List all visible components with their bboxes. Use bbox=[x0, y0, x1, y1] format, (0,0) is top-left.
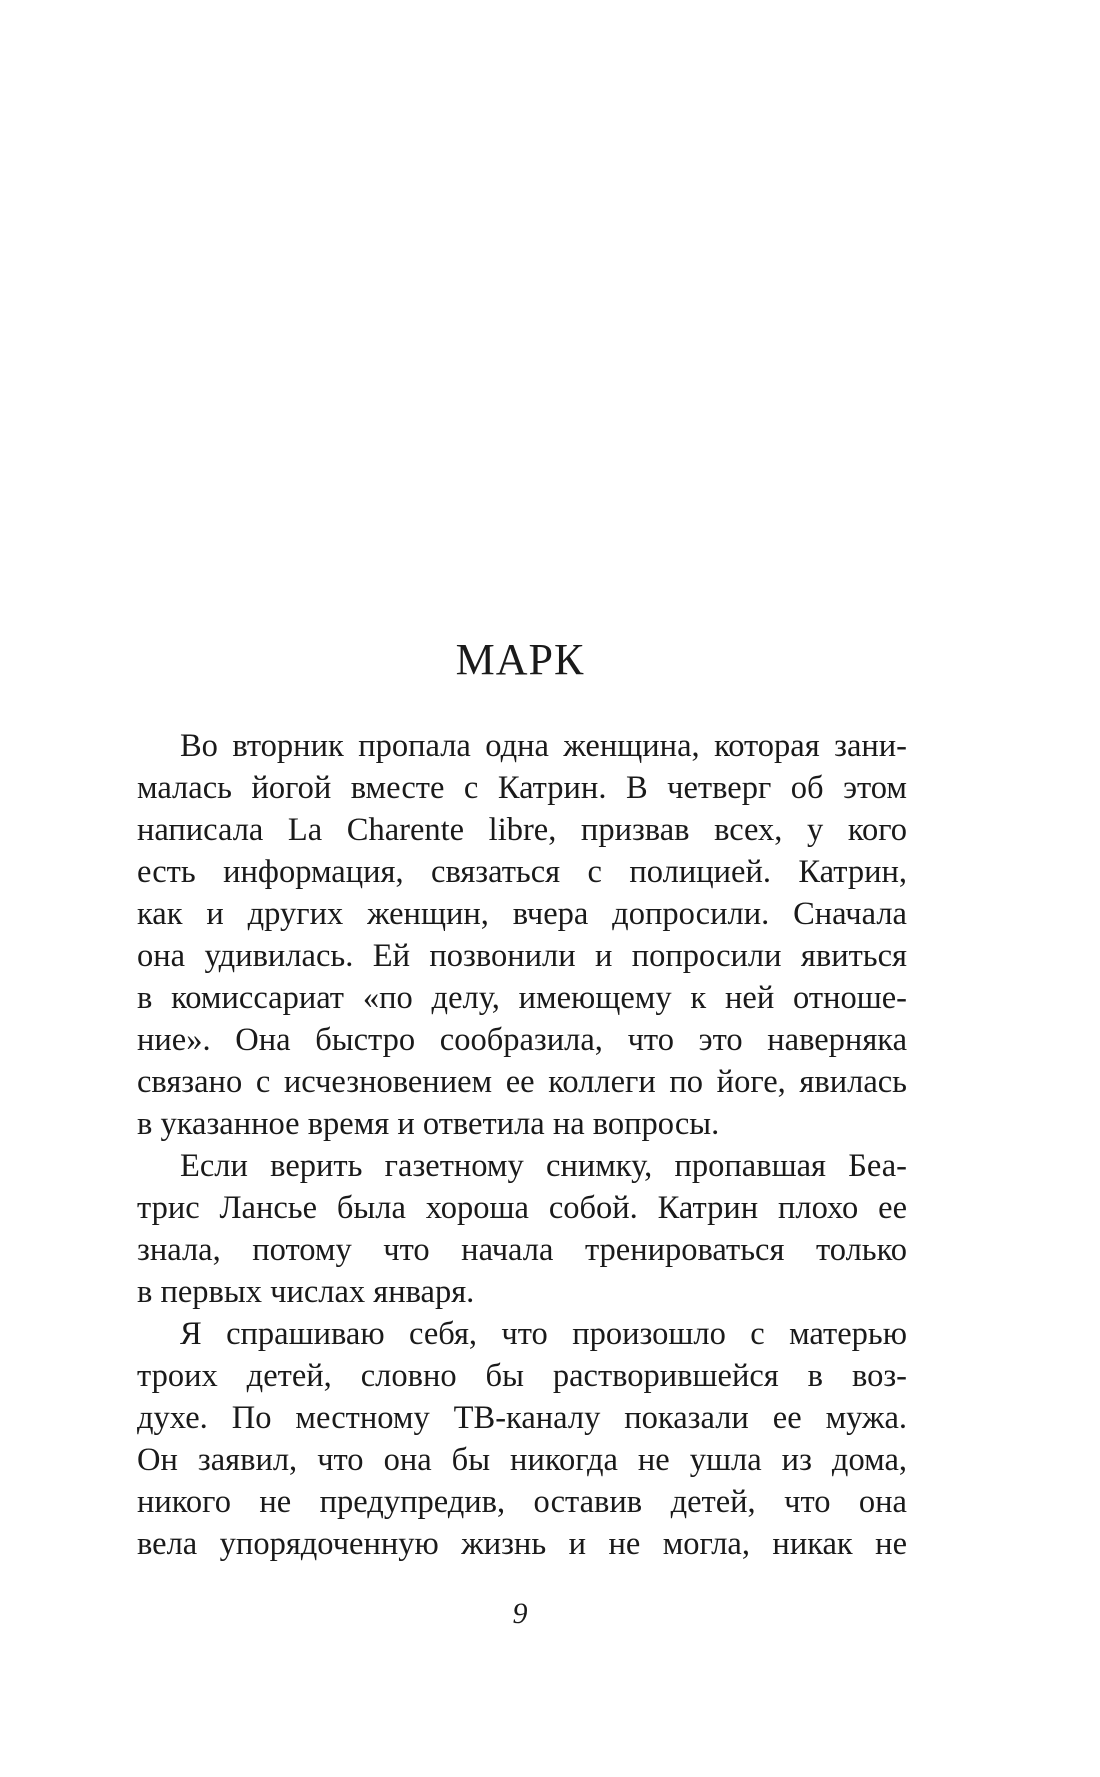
text-line: написала La Charente libre, призвав всех, у кого bbox=[137, 812, 907, 848]
text-line: в указанное время и ответила на вопросы. bbox=[137, 1106, 720, 1142]
text-line: связано с исчезновением ее коллеги по йоге, явилась bbox=[137, 1064, 907, 1100]
text-line: Он заявил, что она бы никогда не ушла из дома, bbox=[137, 1442, 907, 1478]
text-line: вела упорядоченную жизнь и не могла, никак не bbox=[137, 1526, 907, 1562]
text-line: в комиссариат «по делу, имеющему к ней отноше- bbox=[137, 980, 907, 1016]
text-line: в первых числах января. bbox=[137, 1274, 475, 1310]
text-line: Я спрашиваю себя, что произошло с матерью bbox=[180, 1316, 907, 1352]
text-line: малась йогой вместе с Катрин. В четверг об этом bbox=[137, 770, 907, 806]
chapter-title: МАРК bbox=[455, 635, 585, 684]
text-line: ние». Она быстро сообразила, что это наверняка bbox=[137, 1022, 907, 1058]
text-line: знала, потому что начала тренироваться только bbox=[137, 1232, 907, 1268]
text-line: она удивилась. Ей позвонили и попросили явиться bbox=[137, 938, 907, 974]
body-text bbox=[137, 725, 907, 1565]
text-line: никого не предупредив, оставив детей, что она bbox=[137, 1484, 907, 1520]
text-line: трис Лансье была хороша собой. Катрин плохо ее bbox=[137, 1190, 907, 1226]
text-line: есть информация, связаться с полицией. Катрин, bbox=[137, 854, 907, 890]
text-line: троих детей, словно бы растворившейся в воз- bbox=[137, 1358, 907, 1394]
page-number: 9 bbox=[512, 1597, 528, 1630]
text-line: как и других женщин, вчера допросили. Сначала bbox=[137, 896, 907, 932]
text-line: Если верить газетному снимку, пропавшая Беа- bbox=[180, 1148, 907, 1184]
text-line: Во вторник пропала одна женщина, которая зани- bbox=[180, 728, 907, 764]
text-line: духе. По местному ТВ-каналу показали ее мужа. bbox=[137, 1400, 907, 1436]
